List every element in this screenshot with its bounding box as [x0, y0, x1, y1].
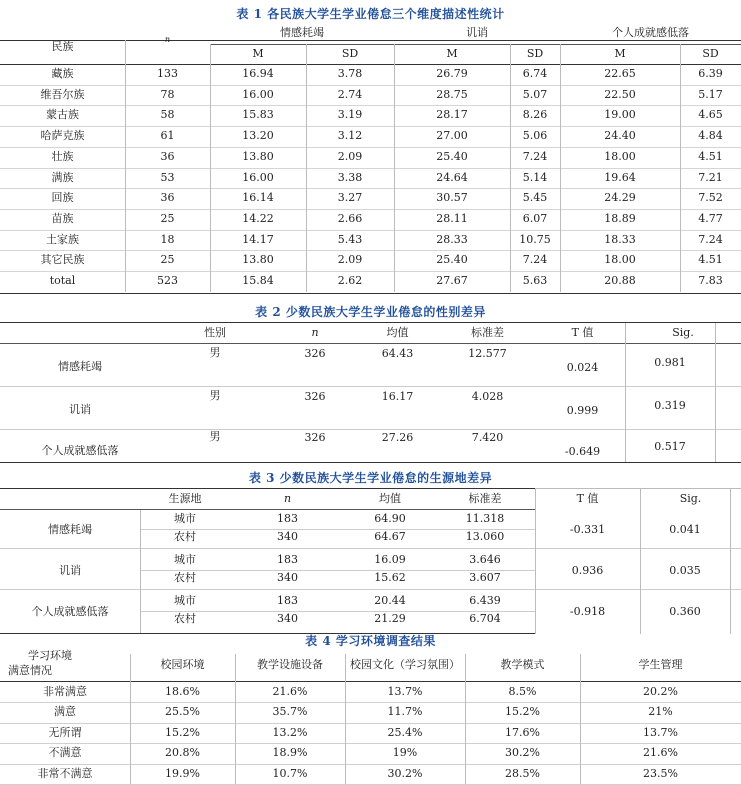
table2-sex: 男 — [209, 430, 221, 443]
table4-satisfaction-label: 非常不满意 — [37, 766, 93, 780]
table4-cell: 30.2% — [505, 746, 540, 760]
table2-header-t: T 值 — [571, 326, 594, 339]
table4-cell: 17.6% — [505, 725, 540, 739]
table1-cell: 7.24 — [522, 253, 548, 267]
table1-cell: 28.11 — [436, 211, 468, 225]
table3-header-n: n — [283, 492, 292, 505]
table2-sd: 4.028 — [471, 390, 504, 403]
table4-cell: 15.2% — [165, 725, 200, 739]
table1-cell: 6.39 — [698, 67, 723, 80]
table1-cell: 18.33 — [604, 232, 636, 246]
table4-satisfaction-label: 非常满意 — [43, 685, 87, 698]
table4-cell: 8.5% — [508, 685, 537, 698]
table1-cell: 6.74 — [522, 67, 548, 80]
table1-cell: 4.51 — [698, 149, 723, 163]
table1-cell: 5.63 — [522, 274, 548, 287]
table3-t-value: -0.918 — [569, 605, 606, 618]
table1-cell: 25.40 — [436, 149, 468, 163]
table1-cell: 13.80 — [242, 149, 274, 163]
table4-cell: 30.2% — [387, 766, 423, 780]
table3-origin: 农村 — [174, 530, 196, 543]
table2-sig: 0.517 — [654, 440, 686, 453]
table1-cell: 22.65 — [604, 67, 636, 80]
table1-cell: 18.00 — [604, 253, 636, 267]
table1-cell: 36 — [160, 149, 175, 163]
table4-col-rule — [465, 654, 466, 784]
table1-cell: 4.77 — [698, 211, 723, 225]
table1-cell: 27.00 — [436, 129, 468, 143]
table2-bottom-rule — [0, 462, 741, 463]
table1-cell: 523 — [157, 274, 178, 287]
table2-n: 326 — [304, 347, 326, 360]
table1-cell: 7.52 — [698, 191, 723, 205]
table2-t-value: -0.649 — [564, 445, 601, 458]
table1-cell: 5.43 — [337, 232, 363, 246]
table3-mean: 21.29 — [374, 612, 406, 625]
table1-ethnic-label: 哈萨克族 — [40, 129, 85, 143]
table4-cell: 21.6% — [272, 685, 308, 698]
table1-caption: 表 1 各民族大学生学业倦怠三个维度描述性统计 — [236, 7, 505, 21]
table3-col-rule — [730, 488, 731, 634]
table3-header-origin: 生源地 — [168, 492, 202, 505]
table3-header-sig: Sig. — [679, 492, 702, 505]
table2-row-rule — [0, 386, 741, 387]
table3-sig: 0.035 — [669, 564, 701, 577]
table1-subheader: M — [252, 47, 264, 60]
table3-col-rule — [640, 488, 641, 634]
table1-cell: 5.45 — [522, 191, 548, 205]
table2-mean: 27.26 — [381, 431, 414, 444]
table1-cell: 36 — [160, 191, 175, 205]
table1-subheader: SD — [341, 47, 359, 60]
table4-cell: 23.5% — [643, 766, 678, 780]
table1-col-rule — [306, 44, 307, 292]
table1-group-1: 讥诮 — [466, 26, 488, 39]
table4-cell: 21% — [648, 705, 673, 719]
table1-col-rule — [394, 44, 395, 292]
table3-origin: 城市 — [174, 594, 196, 607]
table2-sex: 男 — [209, 389, 221, 402]
table1-cell: 25 — [160, 211, 175, 225]
table1-col-rule — [210, 44, 211, 292]
table1-subheader: SD — [526, 47, 544, 60]
table3-n: 183 — [277, 553, 298, 566]
table2-mean: 16.17 — [381, 390, 414, 403]
table2-sd: 12.577 — [468, 347, 507, 360]
table2-dimension-label: 情感耗竭 — [58, 360, 102, 373]
table4-satisfaction-label: 不满意 — [48, 746, 82, 760]
table1-cell: 15.83 — [242, 108, 274, 122]
table4-col-rule — [130, 654, 131, 784]
table1-cell: 5.07 — [522, 87, 548, 101]
table1-subheader: SD — [702, 47, 719, 60]
table1-cell: 7.21 — [698, 170, 723, 184]
table2-t-value: 0.024 — [566, 361, 599, 374]
table1-cell: 19.00 — [604, 108, 636, 122]
table3-col-rule — [535, 488, 536, 634]
table1-cell: 30.57 — [436, 191, 468, 205]
table4-col-rule — [345, 654, 346, 784]
table1-cell: 2.66 — [337, 211, 363, 225]
table3-n: 340 — [277, 612, 298, 625]
table1-col-rule — [560, 44, 561, 292]
table3-caption: 表 3 少数民族大学生学业倦怠的生源地差异 — [248, 471, 493, 485]
table3-n: 340 — [277, 530, 298, 543]
table2-sex: 男 — [209, 346, 221, 359]
table1-cell: 78 — [160, 87, 175, 101]
table4-corner-bottom: 满意情况 — [8, 664, 52, 677]
table2-col-rule — [715, 323, 716, 462]
table3-sd: 6.439 — [469, 594, 501, 607]
table1-group-0: 情感耗竭 — [280, 26, 324, 39]
table4-cell: 13.7% — [643, 725, 678, 739]
table2-header-sig: Sig. — [672, 326, 694, 339]
table2-caption: 表 2 少数民族大学生学业倦怠的性别差异 — [255, 305, 486, 319]
table3-origin: 农村 — [174, 571, 196, 584]
table1-col-rule — [125, 40, 126, 292]
table1-cell: 16.00 — [242, 87, 274, 101]
table4-cell: 19% — [392, 746, 418, 760]
table1-ethnic-label: 蒙古族 — [46, 108, 79, 122]
table1-cell: 2.09 — [337, 253, 363, 267]
table1-cell: 25.40 — [436, 253, 468, 267]
table1-ethnic-label: 回族 — [51, 191, 74, 205]
table4-caption: 表 4 学习环境调查结果 — [305, 634, 436, 648]
table1-cell: 133 — [157, 67, 178, 80]
table4-cell: 18.6% — [165, 685, 200, 698]
table4-col-rule — [580, 654, 581, 784]
table4-cell: 20.8% — [165, 746, 200, 760]
table1-cell: 26.79 — [436, 67, 468, 80]
table4-cell: 25.4% — [387, 725, 423, 739]
table3-n: 340 — [277, 571, 298, 584]
table1-cell: 24.64 — [436, 170, 468, 184]
table2-header-rule — [0, 343, 741, 344]
table1-cell: 6.07 — [522, 211, 548, 225]
table1-ethnic-label: 维吾尔族 — [40, 87, 85, 101]
table3-sd: 3.607 — [469, 571, 501, 584]
table4-cell: 11.7% — [387, 705, 423, 719]
table1-cell: 16.94 — [242, 67, 274, 80]
table1-ethnic-label: total — [49, 274, 76, 287]
table4-header: 校园环境 — [160, 658, 205, 671]
table1-subheader: M — [446, 47, 458, 60]
table1-cell: 27.67 — [436, 274, 468, 287]
table1-cell: 20.88 — [604, 274, 636, 287]
table4-header: 教学模式 — [500, 658, 545, 671]
table1-cell: 3.38 — [337, 170, 363, 184]
table3-dimension-label: 讥诮 — [59, 564, 81, 577]
table1-cell: 3.12 — [337, 129, 363, 143]
table4-corner-top: 学习环境 — [28, 649, 72, 662]
table1-row-header: 民族 — [51, 40, 74, 53]
table1-cell: 58 — [160, 108, 175, 122]
table3-mean: 15.62 — [374, 571, 406, 584]
table2-dimension-label: 讥诮 — [69, 403, 91, 416]
table2-n: 326 — [304, 390, 326, 403]
table3-mean: 64.90 — [374, 512, 406, 525]
table3-origin: 城市 — [174, 553, 196, 566]
table2-dimension-label: 个人成就感低落 — [41, 444, 119, 457]
table3-mean: 20.44 — [374, 594, 406, 607]
table1-cell: 15.84 — [242, 274, 274, 287]
table3-t-value: 0.936 — [571, 564, 604, 577]
table1-ethnic-label: 壮族 — [51, 149, 74, 163]
table1-cell: 2.62 — [337, 274, 363, 287]
table4-cell: 20.2% — [643, 685, 678, 698]
table3-n: 183 — [277, 594, 298, 607]
table3-sd: 3.646 — [469, 553, 501, 566]
table1-ethnic-label: 土家族 — [46, 232, 79, 246]
table1-subheader: M — [614, 47, 626, 60]
table2-sd: 7.420 — [471, 431, 504, 444]
table4-cell: 13.7% — [387, 685, 423, 698]
table3-group-rule — [0, 548, 741, 549]
table4-satisfaction-label: 满意 — [54, 705, 76, 719]
table3-sig: 0.041 — [669, 523, 701, 536]
table1-bottom-rule — [0, 293, 741, 294]
table1-cell: 28.17 — [436, 108, 468, 122]
table3-dimension-label: 情感耗竭 — [48, 523, 92, 536]
table3-n: 183 — [277, 512, 298, 525]
table3-header-t: T 值 — [576, 492, 599, 505]
table1-col-rule — [680, 44, 681, 292]
table1-cell: 16.14 — [242, 191, 274, 205]
table1-cell: 28.75 — [436, 87, 468, 101]
table1-cell: 7.83 — [698, 274, 723, 287]
table1-cell: 18.89 — [604, 211, 636, 225]
table1-cell: 28.33 — [436, 232, 468, 246]
table1-cell: 8.26 — [522, 108, 548, 122]
table1-col-rule — [510, 44, 511, 292]
table2-n: 326 — [304, 431, 326, 444]
table3-col-rule — [140, 510, 141, 633]
table1-ethnic-label: 满族 — [51, 170, 74, 184]
table3-sd: 13.060 — [465, 530, 505, 543]
table1-cell: 10.75 — [519, 232, 551, 246]
table4-cell: 10.7% — [272, 766, 308, 780]
table3-origin: 城市 — [174, 512, 196, 525]
table1-ethnic-label: 藏族 — [51, 67, 74, 80]
table1-cell: 18 — [160, 232, 175, 246]
table4-cell: 28.5% — [505, 766, 540, 780]
table1-cell: 5.17 — [698, 87, 723, 101]
table3-header-sd: 标准差 — [468, 492, 502, 505]
table1-ethnic-label: 苗族 — [51, 211, 74, 225]
table2-header-n: n — [311, 326, 319, 339]
table4-col-rule — [235, 654, 236, 784]
table3-sig: 0.360 — [669, 605, 701, 618]
table4-cell: 19.9% — [165, 766, 200, 780]
table1-cell: 5.06 — [522, 129, 548, 143]
table2-header-mean: 均值 — [386, 326, 409, 339]
table1-cell: 25 — [160, 253, 175, 267]
table1-group-2: 个人成就感低落 — [612, 26, 689, 39]
table1-cell: 3.19 — [337, 108, 363, 122]
table1-cell: 14.17 — [242, 232, 274, 246]
table1-cell: 14.22 — [242, 211, 274, 225]
table3-sd: 6.704 — [469, 612, 501, 625]
table1-cell: 4.65 — [698, 108, 723, 122]
table4-header: 学生管理 — [638, 658, 683, 671]
table1-n-header: n — [164, 35, 171, 44]
table1-cell: 18.00 — [604, 149, 636, 163]
table3-origin: 农村 — [174, 612, 196, 625]
table4-cell: 35.7% — [272, 705, 308, 719]
table3-t-value: -0.331 — [569, 523, 606, 536]
table1-cell: 2.74 — [337, 87, 363, 101]
table1-cell: 24.29 — [604, 191, 636, 205]
table4-cell: 21.6% — [643, 746, 678, 760]
table1-cell: 19.64 — [604, 170, 636, 184]
table2-sig: 0.319 — [654, 399, 686, 412]
table1-cell: 24.40 — [604, 129, 636, 143]
table3-mean: 16.09 — [374, 553, 406, 566]
table3-sd: 11.318 — [465, 512, 505, 525]
table4-cell: 25.5% — [165, 705, 200, 719]
table1-cell: 16.00 — [242, 170, 274, 184]
table2-mean: 64.43 — [381, 347, 414, 360]
table1-cell: 13.80 — [242, 253, 274, 267]
table4-cell: 18.9% — [272, 746, 308, 760]
table4-header: 校园文化（学习氛围） — [350, 658, 460, 671]
table1-cell: 5.14 — [522, 170, 548, 184]
table1-ethnic-label: 其它民族 — [40, 253, 85, 267]
table3-dimension-label: 个人成就感低落 — [31, 605, 109, 618]
table2-col-rule — [625, 323, 626, 462]
table2-header-sex: 性别 — [204, 326, 226, 339]
table4-cell: 13.2% — [272, 725, 308, 739]
table1-cell: 22.50 — [604, 87, 636, 101]
table2-t-value: 0.999 — [566, 404, 599, 417]
table1-cell: 3.78 — [337, 67, 363, 80]
table1-cell: 4.51 — [698, 253, 723, 267]
table1-cell: 13.20 — [242, 129, 274, 143]
table1-cell: 7.24 — [698, 232, 723, 246]
table2-header-sd: 标准差 — [471, 326, 504, 339]
table3-mean: 64.67 — [374, 530, 406, 543]
table3-header-mean: 均值 — [379, 492, 401, 505]
table4-satisfaction-label: 无所谓 — [48, 725, 82, 739]
table1-cell: 4.84 — [698, 129, 723, 143]
table1-cell: 61 — [160, 129, 175, 143]
table4-cell: 15.2% — [505, 705, 540, 719]
table1-cell: 3.27 — [337, 191, 363, 205]
table1-cell: 7.24 — [522, 149, 548, 163]
table3-group-rule — [0, 589, 741, 590]
table4-header: 教学设施设备 — [257, 658, 323, 671]
table1-cell: 53 — [160, 170, 175, 184]
table1-cell: 2.09 — [337, 149, 363, 163]
table2-sig: 0.981 — [654, 356, 686, 369]
